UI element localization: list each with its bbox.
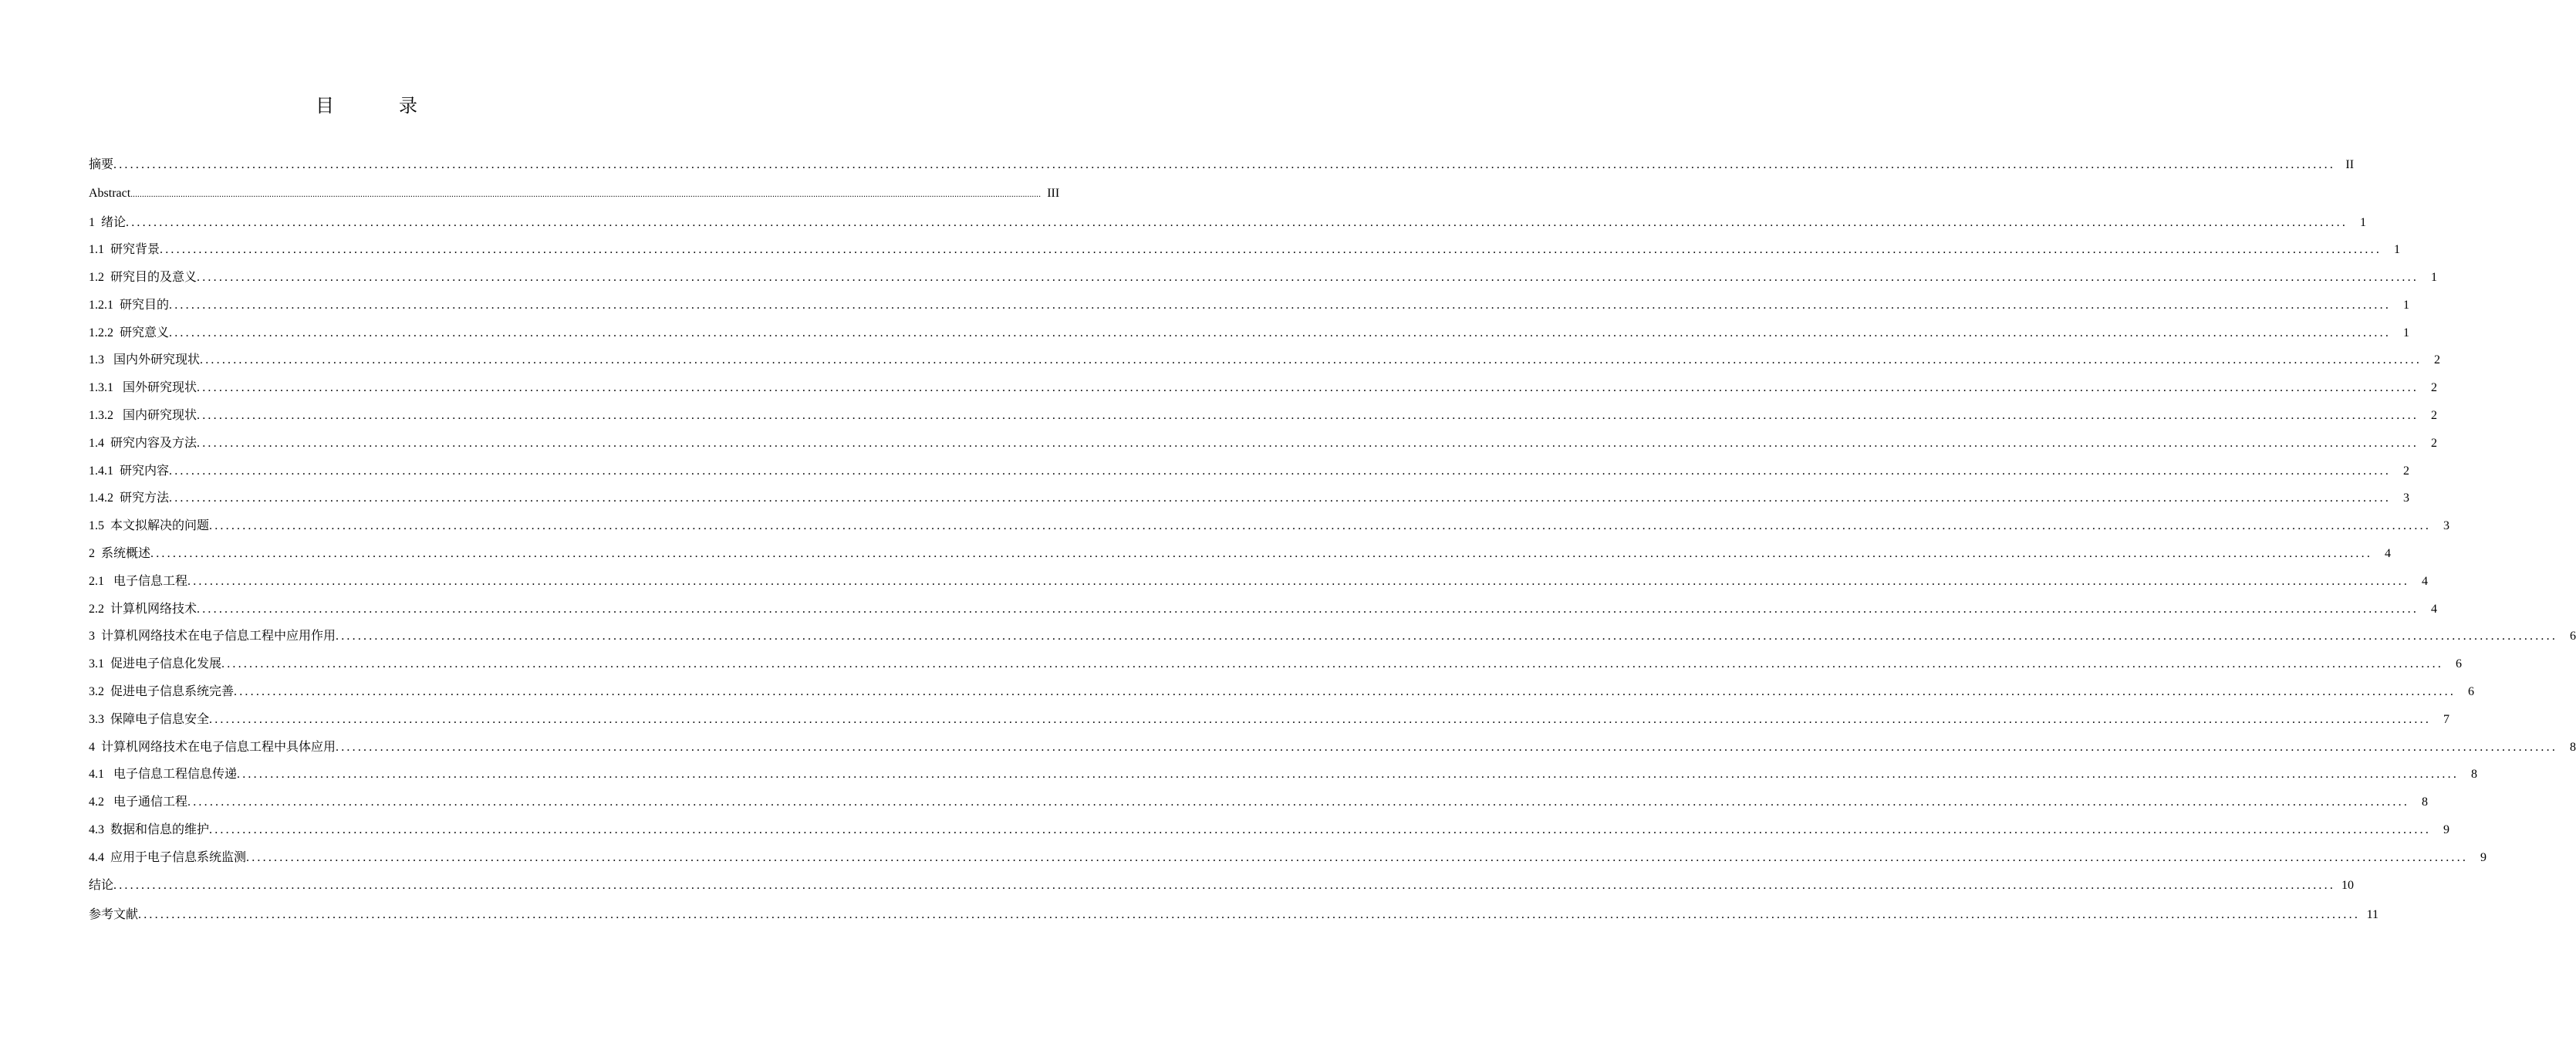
dot-leader: ................................................................................................................................................................................................................................................................................................................................................................................................................ — [187, 574, 2410, 588]
toc-entry-page-number: 8 — [2471, 768, 2478, 782]
toc-entry-label: 4.3 数据和信息的维护 — [89, 823, 210, 837]
dot-leader: ................................................................................................................................................................................................................................................................................................................................................................................................................ — [169, 464, 2392, 478]
dot-leader: ................................................................................................................................................................................................................................................................................................................................................................................................................ — [209, 823, 2432, 837]
toc-entry[interactable] — [89, 678, 2475, 706]
toc-entry-page-number: 11 — [2366, 907, 2379, 921]
toc-entry-label: Abstract — [89, 187, 131, 200]
dot-leader: ................................................................................................................................................................................................................................................................................................................................................................................................................ — [234, 685, 2456, 699]
toc-entry[interactable] — [89, 292, 2410, 319]
toc-entry-label: 1.3 国内外研究现状 — [89, 353, 201, 367]
toc-entry[interactable] — [89, 761, 2478, 789]
toc-entry-page-number: 2 — [2431, 436, 2438, 450]
toc-entry[interactable] — [89, 485, 2410, 512]
dot-leader: ................................................................................................................................................................................................................................................................................................................................................................................................................ — [197, 381, 2419, 395]
toc-entry[interactable] — [89, 346, 2441, 374]
toc-list — [89, 151, 2576, 928]
toc-entry-page-number: 9 — [2443, 823, 2450, 837]
toc-entry[interactable] — [89, 734, 2576, 762]
toc-entry-page-number: 6 — [2468, 685, 2475, 699]
dot-leader: ................................................................................................................................................................................................................................................................................................................................................................................................................ — [197, 436, 2419, 450]
dot-leader: ................................................................................................................................................................................................................................................................................................................................................................................................................ — [169, 298, 2392, 312]
dot-leader: ................................................................................................................................................................................................................................................................................................................................................................................................................ — [209, 712, 2432, 726]
toc-entry-label: 1.4.1 研究内容 — [89, 464, 170, 478]
toc-entry[interactable] — [89, 901, 2379, 929]
toc-entry-page-number: 2 — [2431, 409, 2438, 423]
dot-leader: ................................................................................................................................................................................................................................................................................................................................................................................................................ — [138, 907, 2361, 921]
toc-entry-page-number: 2 — [2434, 353, 2441, 367]
toc-entry-page-number: 4 — [2431, 602, 2438, 616]
toc-entry-page-number: 6 — [2456, 657, 2463, 671]
toc-entry[interactable] — [89, 180, 1060, 209]
toc-entry-page-number: 8 — [2570, 740, 2576, 754]
toc-entry-label: 4.1 电子信息工程信息传递 — [89, 768, 238, 782]
toc-entry-page-number: 1 — [2403, 326, 2410, 339]
toc-entry-label: 2.2 计算机网络技术 — [89, 602, 198, 616]
toc-entry-page-number: 10 — [2341, 878, 2355, 892]
toc-entry-page-number: III — [1047, 187, 1060, 200]
toc-entry-page-number: 3 — [2443, 519, 2450, 533]
toc-entry[interactable] — [89, 402, 2438, 430]
dot-leader: ................................................................................................................................................................................................................................................................................................................................................................................................................ — [150, 547, 2373, 561]
toc-entry-page-number: 7 — [2443, 712, 2450, 726]
toc-entry[interactable] — [89, 458, 2410, 485]
dot-leader: ................................................................................................................................................................................................................................................................................................................................................................................................................ — [197, 602, 2419, 616]
toc-entry-label: 1.3.1 国外研究现状 — [89, 381, 198, 395]
toc-entry-page-number: II — [2345, 158, 2355, 171]
toc-entry-page-number: 2 — [2431, 381, 2438, 395]
dot-leader: ................................................................................................................................................................................................................................................................................................................................................................................................................ — [126, 215, 2348, 229]
toc-entry[interactable] — [89, 872, 2355, 901]
dot-leader: ................................................................................................................................................................................................................................................................................................................................................................................................................ — [200, 353, 2422, 367]
toc-entry-label: 3 计算机网络技术在电子信息工程中应用作用 — [89, 630, 336, 643]
dot-leader: ................................................................................................................................................................................................................................................................................................................................................................................................................ — [209, 519, 2432, 533]
dot-leader: ................................................................................................................................................................................................................................................................................................................................................................................................................ — [169, 326, 2392, 339]
toc-entry-page-number: 1 — [2403, 298, 2410, 312]
toc-entry-label: 1.1 研究背景 — [89, 243, 160, 257]
dot-leader: ................................................................................................................................................................................................................................................................................................................................................................................................................ — [169, 491, 2392, 505]
dot-leader: ................................................................................................................................................................................................................................................................................................................................................................................................................ — [113, 158, 2336, 171]
dot-leader: ................................................................................................................................................................................................................................................................................................................................................................................................................ — [197, 271, 2419, 285]
dot-leader: ................................................................................................................................................................................................................................................................................................................................................................................................................ — [130, 190, 1042, 199]
toc-entry[interactable] — [89, 816, 2450, 844]
toc-entry-label: 摘要 — [89, 158, 114, 171]
dot-leader: ................................................................................................................................................................................................................................................................................................................................................................................................................ — [113, 878, 2336, 892]
toc-entry-page-number: 4 — [2422, 574, 2429, 588]
toc-entry-label: 2.1 电子信息工程 — [89, 574, 188, 588]
dot-leader: ................................................................................................................................................................................................................................................................................................................................................................................................................ — [160, 243, 2382, 257]
toc-entry-page-number: 4 — [2385, 547, 2392, 561]
toc-entry-label: 1.5 本文拟解决的问题 — [89, 519, 210, 533]
toc-entry[interactable] — [89, 623, 2576, 650]
toc-entry-page-number: 1 — [2431, 271, 2438, 285]
dot-leader: ................................................................................................................................................................................................................................................................................................................................................................................................................ — [336, 630, 2558, 643]
toc-entry-label: 1.4.2 研究方法 — [89, 491, 170, 505]
dot-leader: ................................................................................................................................................................................................................................................................................................................................................................................................................ — [246, 850, 2469, 864]
toc-entry[interactable] — [89, 319, 2410, 347]
toc-entry-label: 参考文献 — [89, 907, 139, 921]
toc-entry[interactable] — [89, 568, 2429, 596]
dot-leader: ................................................................................................................................................................................................................................................................................................................................................................................................................ — [336, 740, 2558, 754]
toc-entry-page-number: 8 — [2422, 795, 2429, 809]
toc-entry-page-number: 2 — [2403, 464, 2410, 478]
toc-entry-label: 3.3 保障电子信息安全 — [89, 712, 210, 726]
toc-entry[interactable] — [89, 151, 2355, 180]
toc-entry-label: 3.1 促进电子信息化发展 — [89, 657, 222, 671]
toc-entry[interactable] — [89, 789, 2429, 816]
toc-entry-label: 2 系统概述 — [89, 547, 151, 561]
toc-entry-label: 3.2 促进电子信息系统完善 — [89, 685, 235, 699]
toc-entry[interactable] — [89, 264, 2438, 292]
toc-entry[interactable] — [89, 374, 2438, 402]
toc-entry[interactable] — [89, 209, 2367, 237]
toc-entry-page-number: 6 — [2570, 630, 2576, 643]
toc-entry-label: 1.2.1 研究目的 — [89, 298, 170, 312]
toc-entry-label: 4 计算机网络技术在电子信息工程中具体应用 — [89, 740, 336, 754]
toc-entry[interactable] — [89, 540, 2392, 568]
toc-entry[interactable] — [89, 430, 2438, 458]
toc-entry-label: 1.4 研究内容及方法 — [89, 436, 198, 450]
toc-entry[interactable] — [89, 236, 2401, 264]
dot-leader: ................................................................................................................................................................................................................................................................................................................................................................................................................ — [187, 795, 2410, 809]
toc-entry-label: 4.2 电子通信工程 — [89, 795, 188, 809]
toc-title: 目 录 — [316, 96, 441, 117]
toc-entry[interactable] — [89, 512, 2450, 540]
toc-entry-label: 结论 — [89, 878, 114, 892]
toc-entry[interactable] — [89, 596, 2438, 623]
dot-leader: ................................................................................................................................................................................................................................................................................................................................................................................................................ — [221, 657, 2444, 671]
toc-entry-label: 1.2.2 研究意义 — [89, 326, 170, 339]
toc-entry-page-number: 1 — [2360, 215, 2367, 229]
toc-entry[interactable] — [89, 844, 2487, 872]
toc-entry-label: 1.2 研究目的及意义 — [89, 271, 198, 285]
toc-entry-page-number: 9 — [2480, 850, 2487, 864]
dot-leader: ................................................................................................................................................................................................................................................................................................................................................................................................................ — [237, 768, 2460, 782]
toc-entry-label: 1.3.2 国内研究现状 — [89, 409, 198, 423]
dot-leader: ................................................................................................................................................................................................................................................................................................................................................................................................................ — [197, 409, 2419, 423]
toc-entry[interactable] — [89, 706, 2450, 734]
toc-entry-label: 1 绪论 — [89, 215, 127, 229]
toc-entry-page-number: 3 — [2403, 491, 2410, 505]
toc-entry-label: 4.4 应用于电子信息系统监测 — [89, 850, 247, 864]
toc-entry[interactable] — [89, 650, 2463, 678]
toc-entry-page-number: 1 — [2394, 243, 2401, 257]
